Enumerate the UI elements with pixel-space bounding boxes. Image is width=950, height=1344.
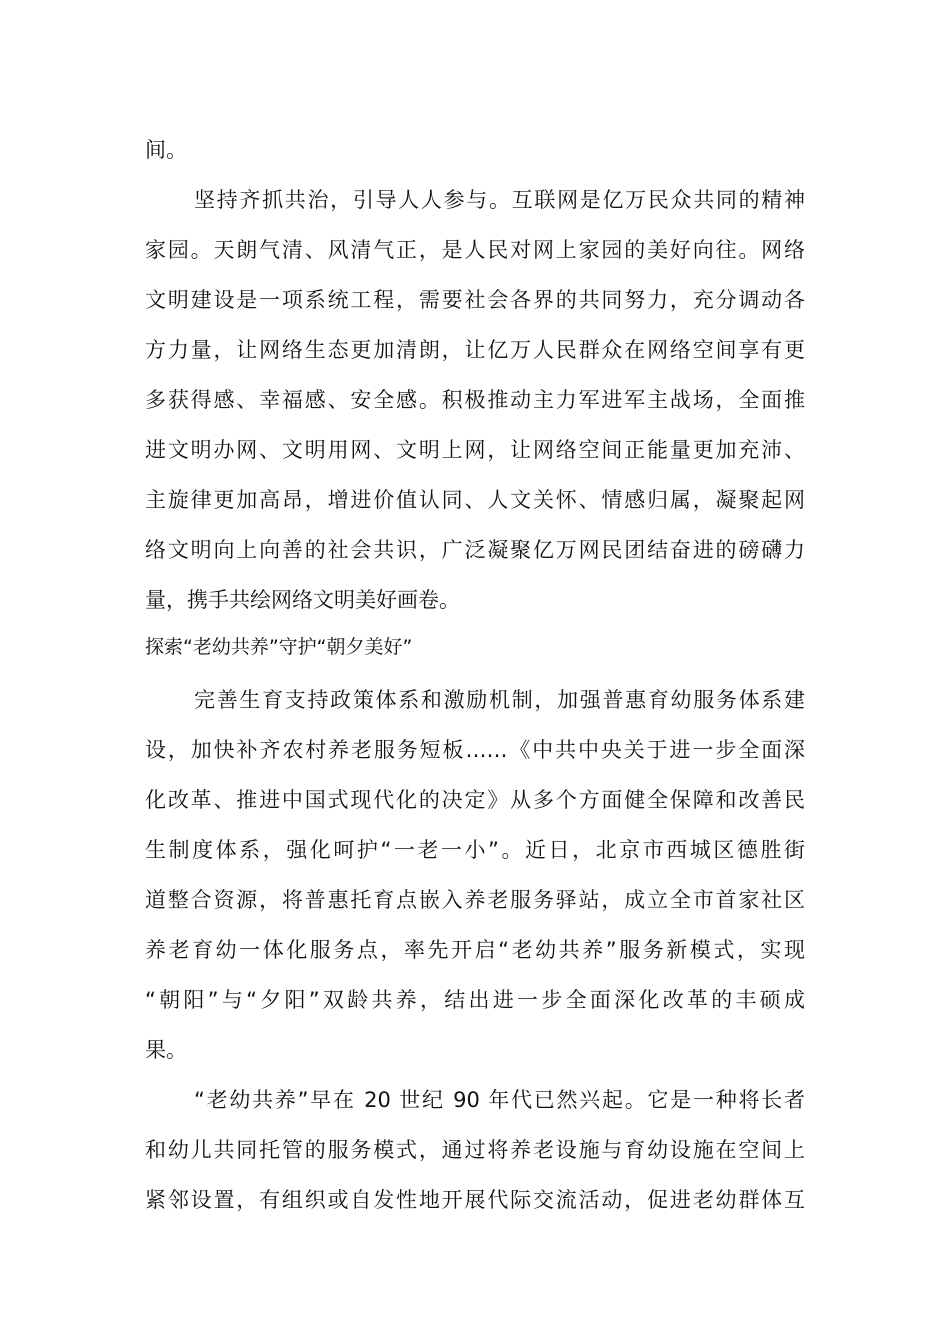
text-line: 多获得感、幸福感、安全感。积极推动主力军进军主战场，全面推 xyxy=(145,388,805,412)
text-line: 进文明办网、文明用网、文明上网，让网络空间正能量更加充沛、 xyxy=(145,438,805,462)
text-line: 主旋律更加高昂，增进价值认同、人文关怀、情感归属，凝聚起网 xyxy=(145,488,805,512)
text-line: 养老育幼一体化服务点，率先开启“老幼共养”服务新模式，实现 xyxy=(145,938,805,962)
text-line: 完善生育支持政策体系和激励机制，加强普惠育幼服务体系建 xyxy=(194,688,805,712)
text-line: 文明建设是一项系统工程，需要社会各界的共同努力，充分调动各 xyxy=(145,288,805,312)
text-line: “老幼共养”早在 20 世纪 90 年代已然兴起。它是一种将长者 xyxy=(194,1088,805,1112)
text-line: 络文明向上向善的社会共识，广泛凝聚亿万网民团结奋进的磅礴力 xyxy=(145,538,805,562)
text-line: 设，加快补齐农村养老服务短板……《中共中央关于进一步全面深 xyxy=(145,738,805,762)
text-line: 和幼儿共同托管的服务模式，通过将养老设施与育幼设施在空间上 xyxy=(145,1138,805,1162)
text-line: 紧邻设置，有组织或自发性地开展代际交流活动，促进老幼群体互 xyxy=(145,1188,805,1212)
text-line: 家园。天朗气清、风清气正，是人民对网上家园的美好向往。网络 xyxy=(145,238,805,262)
text-line: 果。 xyxy=(145,1038,187,1062)
text-line: 间。 xyxy=(145,138,187,162)
text-line: “朝阳”与“夕阳”双龄共养，结出进一步全面深化改革的丰硕成 xyxy=(145,988,805,1012)
text-line: 坚持齐抓共治，引导人人参与。互联网是亿万民众共同的精神 xyxy=(194,188,805,212)
text-line: 生制度体系，强化呵护“一老一小”。近日，北京市西城区德胜街 xyxy=(145,838,805,862)
text-line: 化改革、推进中国式现代化的决定》从多个方面健全保障和改善民 xyxy=(145,788,805,812)
section-heading: 探索“老幼共养”守护“朝夕美好” xyxy=(145,636,413,658)
text-line: 量，携手共绘网络文明美好画卷。 xyxy=(145,588,460,612)
text-line: 道整合资源，将普惠托育点嵌入养老服务驿站，成立全市首家社区 xyxy=(145,888,805,912)
text-line: 方力量，让网络生态更加清朗，让亿万人民群众在网络空间享有更 xyxy=(145,338,805,362)
